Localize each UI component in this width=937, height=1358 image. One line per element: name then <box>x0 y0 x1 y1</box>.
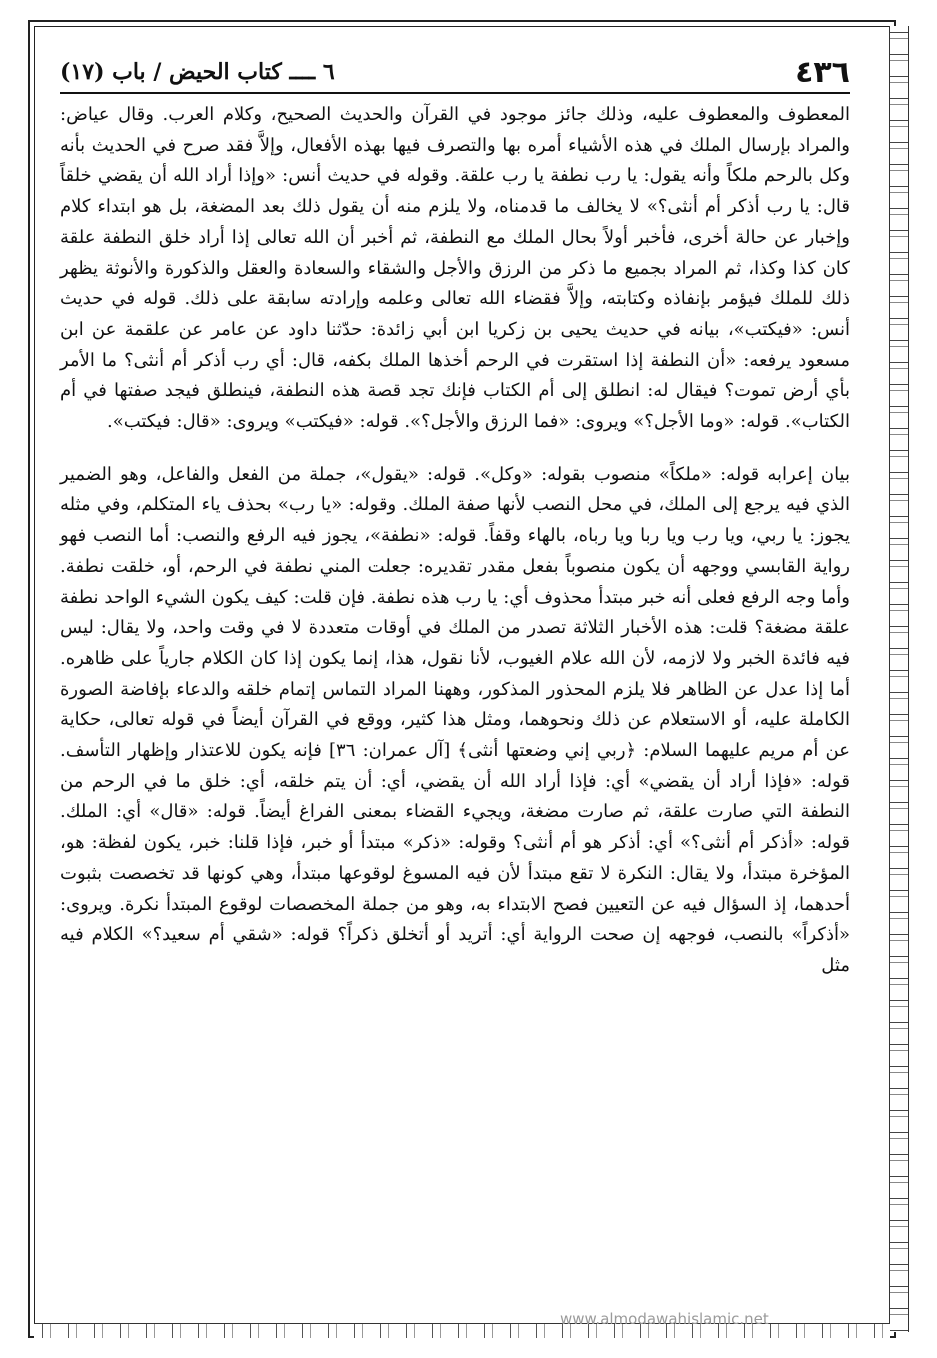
page-header <box>60 52 850 94</box>
watermark: www.almodawahislamic.net <box>560 1310 769 1328</box>
page-body <box>60 100 850 982</box>
paragraph-gap <box>60 438 850 460</box>
ornamental-border-right <box>889 26 909 1332</box>
page-number: ٤٣٦ <box>795 54 850 90</box>
grammar-paragraph: بيان إعرابه قوله: «ملكاً» منصوب بقوله: «وكل». قوله: «يقول»، جملة من الفعل والفاعل، وهو الضمير الذي فيه يرجع إلى الملك، في محل النصب لأنها صفة الملك. وقوله: «يا رب» بحذف ياء المتكلم، وفي مثله يجوز: يا ربي، ويا رب ويا ربا ويا رباه، بالهاء وقفاً. قوله: «نطفة»، يجوز فيه الرفع والنصب: أما النصب فهو رواية القابسي ووجهه أن يكون منصوباً بفعل مقدر تقديره: جعلت المني نطفة في الرحم، أو، خلقت نطفة. وأما وجه الرفع فعلى أنه خبر مبتدأ محذوف أي: يا رب هذه نطفة. فإن قلت: كيف يكون الشيء الواحد نطفة علقة مضغة؟ قلت: هذه الأخبار الثلاثة تصدر من الملك في أوقات متعددة لا في وقت واحد، ولا يقال: ليس فيه فائدة الخبر ولا لازمه، لأن الله علام الغيوب، لأنا نقول، هذا، إنما يكون إذا كان الكلام جارياً على ظاهره. أما إذا عدل عن الظاهر فلا يلزم المحذور المذكور، وههنا المراد التماس إتمام خلقه والدعاء بإفاضة الصورة الكاملة عليه، أو الاستعلام عن ذلك ونحوهما، ومثل هذا كثير، ووقع في القرآن أيضاً في قوله تعالى، حكاية عن أم مريم عليهما السلام: ﴿ربي إني وضعتها أنثى﴾ [آل عمران: ٣٦] فإنه يكون للاعتذار وإظهار التأسف. قوله: «فإذا أراد أن يقضي» أي: فإذا أراد الله أن يقضي، أي: أن يتم خلقه، أي: خلق ما في الرحم من النطفة التي صارت علقة، ثم صارت مضغة، ويجيء القضاء بمعنى الفراغ أيضاً. قوله: «قال» أي: الملك. قوله: «أذكر أم أنثى؟» أي: أذكر هو أم أنثى؟ وقوله: «ذكر» مبتدأ أو خبر، فإذا قلنا: خبر، يكون لفظة: هو، المؤخرة مبتدأ، ولا يقال: النكرة لا تقع مبتدأ لأن فيه المسوغ لوقوعها مبتدأ، وهي كونها قد تخصصت بثبوت أحدهما، إذ السؤال فيه عن التعيين فصح الابتداء به، وهو من جملة المخصصات لوقوع المبتدأ نكرة. ويروى: «أذكراً» بالنصب، فوجهه إن صحت الرواية أي: أتريد أو أتخلق ذكراً؟ قوله: «شقي أم سعيد؟» الكلام فيه مثل <box>60 463 850 976</box>
running-title: ٦ ــــ كتاب الحيض / باب (١٧) <box>60 59 335 85</box>
commentary-paragraph: المعطوف والمعطوف عليه، وذلك جائز موجود في القرآن والحديث الصحيح، وكلام العرب. وقال عياض: والمراد بإرسال الملك في هذه الأشياء أمره بها والتصرف فيها بهذه الأفعال، وإلاَّ فقد صرح في الحديث بأنه وكل بالرحم ملكاً وأنه يقول: يا رب نطفة يا رب علقة. وقوله في حديث أنس: «وإذا أراد الله أن يقضي خلقاً قال: يا رب أذكر أم أنثى؟» لا يخالف ما قدمناه، ولا يلزم منه أن يقول ذلك بعد المضغة، بل هو ابتداء كلام وإخبار عن حالة أخرى، فأخبر أولاً بحال الملك مع النطفة، ثم أخبر أن الله تعالى إذا أراد خلق النطفة علقة كان كذا وكذا، ثم المراد بجميع ما ذكر من الرزق والأجل والشقاء والسعادة والعقل والذكورة والأنوثة يظهر ذلك للملك فيؤمر بإنفاذه وكتابته، وإلاَّ فقضاء الله تعالى وعلمه وإرادته سابقة على ذلك. قوله في حديث أنس: «فيكتب»، بيانه في حديث يحيى بن زكريا ابن أبي زائدة: حدّثنا داود عن عامر عن علقمة عن ابن مسعود يرفعه: «أن النطفة إذا استقرت في الرحم أخذها الملك بكفه، قال: أي رب أذكر أم أنثى؟ ما الأمر بأي أرض تموت؟ فيقال له: انطلق إلى أم الكتاب فإنك تجد قصة هذه النطفة، فينطلق فيجد صفتها في أم الكتاب». قوله: «وما الأجل؟» ويروى: «فما الرزق والأجل؟». قوله: «فيكتب» ويروى: «قال: فيكتب». <box>60 104 850 433</box>
